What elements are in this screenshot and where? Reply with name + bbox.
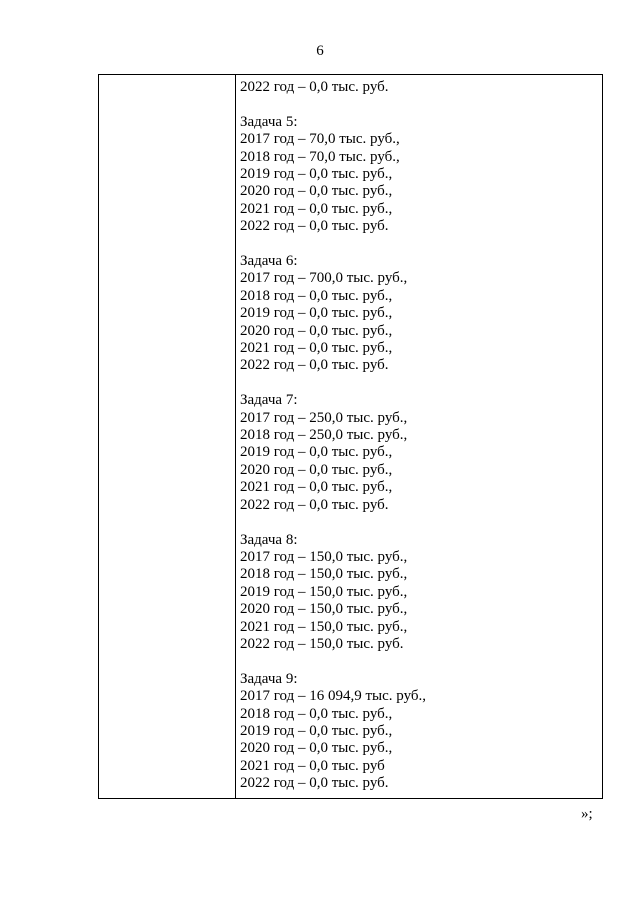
funding-line: 2018 год – 150,0 тыс. руб., <box>240 566 408 583</box>
funding-line: 2021 год – 150,0 тыс. руб., <box>240 618 408 635</box>
task-heading: Задача 6: <box>240 253 298 270</box>
funding-line: 2022 год – 150,0 тыс. руб. <box>240 635 404 652</box>
task-heading: Задача 7: <box>240 392 298 409</box>
funding-line: 2022 год – 0,0 тыс. руб. <box>240 79 389 95</box>
funding-line: 2020 год – 0,0 тыс. руб., <box>240 322 393 339</box>
funding-line: 2019 год – 0,0 тыс. руб., <box>240 166 393 183</box>
closing-quote-mark: »; <box>581 806 593 822</box>
funding-line: 2020 год – 0,0 тыс. руб., <box>240 740 393 757</box>
table-right-cell <box>236 75 602 798</box>
blank-line <box>240 236 602 253</box>
funding-line: 2018 год – 70,0 тыс. руб., <box>240 148 400 165</box>
funding-line: 2017 год – 700,0 тыс. руб., <box>240 270 408 287</box>
table-left-cell <box>99 75 236 798</box>
funding-line: 2020 год – 150,0 тыс. руб., <box>240 601 408 618</box>
funding-line: 2021 год – 0,0 тыс. руб., <box>240 340 393 357</box>
funding-line: 2022 год – 0,0 тыс. руб. <box>240 496 389 513</box>
task-heading: Задача 8: <box>240 531 298 548</box>
funding-line: 2022 год – 0,0 тыс. руб. <box>240 218 389 235</box>
funding-line: 2021 год – 0,0 тыс. руб., <box>240 479 393 496</box>
page-number: 6 <box>316 43 324 59</box>
funding-table <box>98 74 603 799</box>
funding-line: 2017 год – 16 094,9 тыс. руб., <box>240 688 427 705</box>
funding-line: 2019 год – 0,0 тыс. руб., <box>240 305 393 322</box>
funding-line: 2022 год – 0,0 тыс. руб. <box>240 775 389 792</box>
blank-line <box>240 653 602 670</box>
funding-line: 2017 год – 250,0 тыс. руб., <box>240 409 408 426</box>
funding-line: 2021 год – 0,0 тыс. руб., <box>240 200 393 217</box>
funding-line: 2022 год – 0,0 тыс. руб. <box>240 357 389 374</box>
blank-line <box>240 96 602 113</box>
funding-line: 2019 год – 150,0 тыс. руб., <box>240 583 408 600</box>
funding-line: 2017 год – 70,0 тыс. руб., <box>240 131 400 148</box>
task-heading: Задача 5: <box>240 113 298 130</box>
funding-line: 2019 год – 0,0 тыс. руб., <box>240 722 393 739</box>
funding-line: 2017 год – 150,0 тыс. руб., <box>240 548 408 565</box>
funding-line: 2018 год – 0,0 тыс. руб., <box>240 705 393 722</box>
task-heading: Задача 9: <box>240 670 298 687</box>
blank-line <box>240 375 602 392</box>
blank-line <box>240 514 602 531</box>
funding-line: 2018 год – 250,0 тыс. руб., <box>240 427 408 444</box>
funding-line: 2020 год – 0,0 тыс. руб., <box>240 183 393 200</box>
funding-line: 2019 год – 0,0 тыс. руб., <box>240 444 393 461</box>
funding-line: 2018 год – 0,0 тыс. руб., <box>240 287 393 304</box>
funding-line: 2020 год – 0,0 тыс. руб., <box>240 461 393 478</box>
funding-line: 2021 год – 0,0 тыс. руб <box>240 757 385 774</box>
